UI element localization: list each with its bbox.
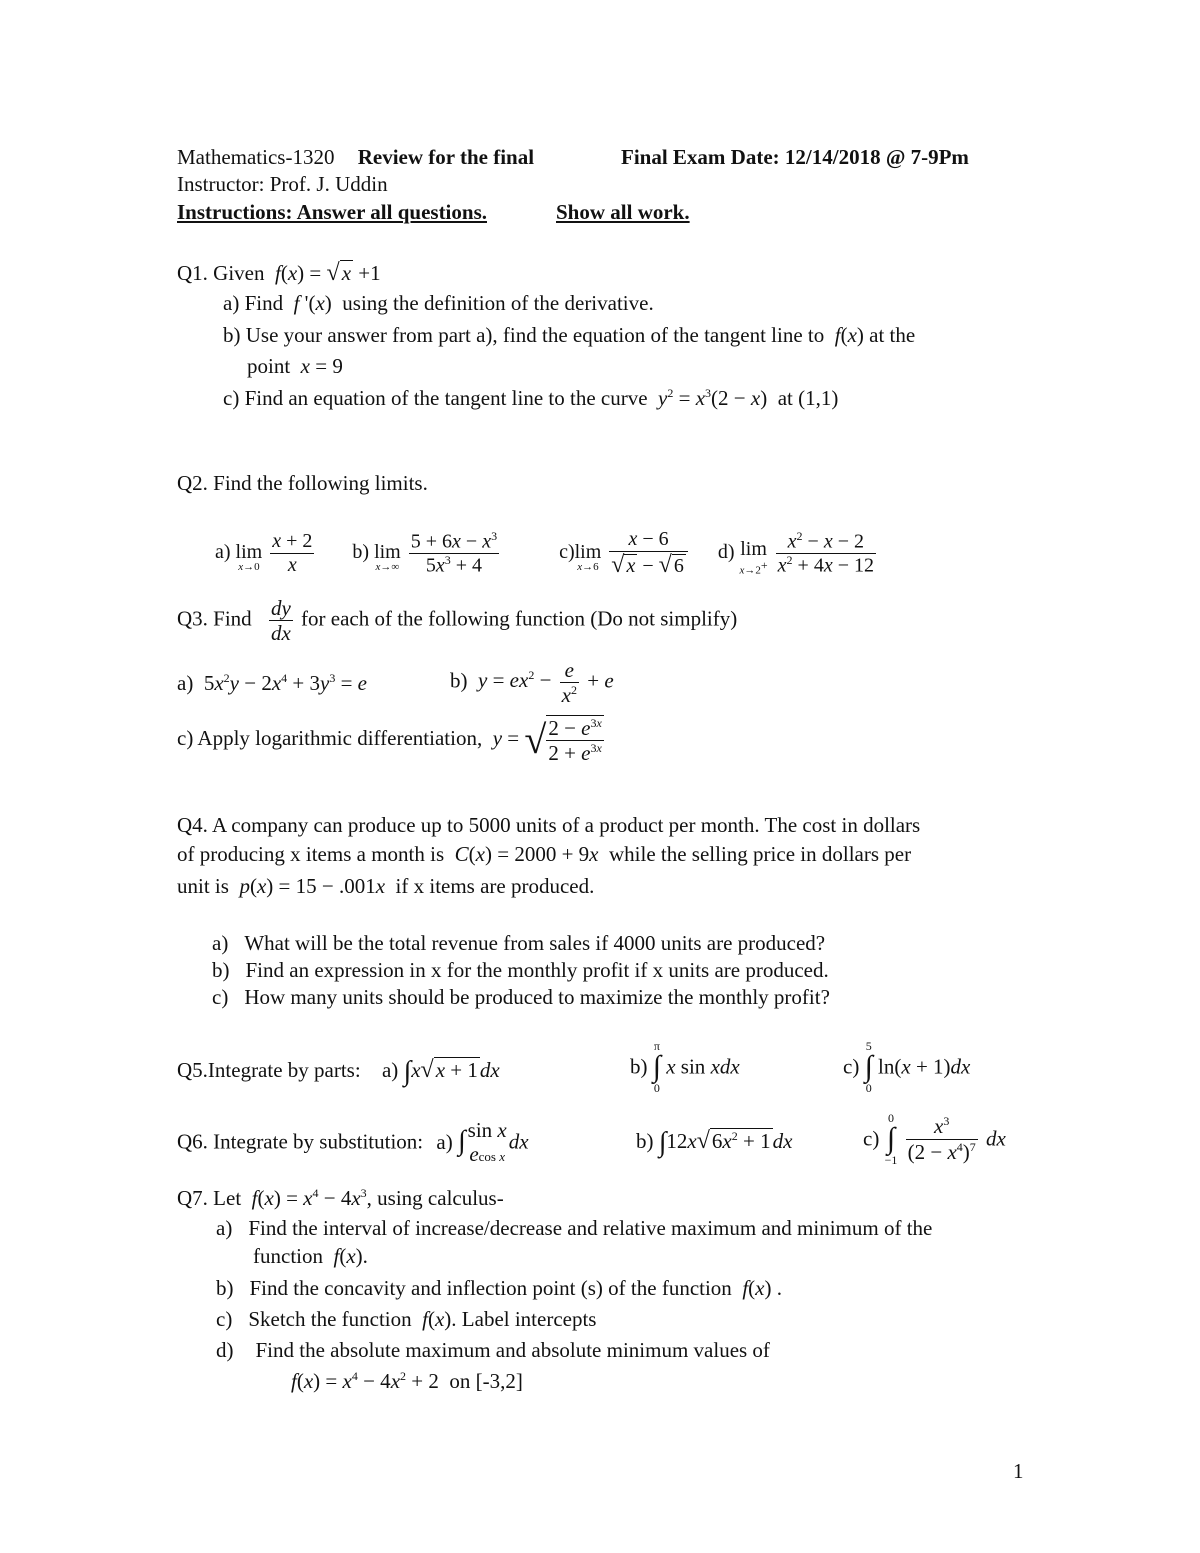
q7-part-d: d) Find the absolute maximum and absolute minimum values of [216,1338,770,1362]
q4-line2: of producing x items a month is C(x) = 2000 + 9x while the selling price in dollars per [177,842,912,866]
q5-part-b: b) π ∫ 0 x sin xdx [630,1039,740,1095]
q3-part-b: b) $y = ex^2$ − $\frac{e}{x^2}$ + e [450,658,614,708]
show-work: Show all work. [556,200,690,224]
q1-part-b: b) Use your answer from part a), find the equation of the tangent line to f(x) at the [223,323,916,347]
q1-heading: Q1. Given f(x) = √x +1 [177,260,381,286]
q3-part-a: a) $5x^2y - 2x^4 + 3y^3 = e$ [177,671,367,695]
exam-date: Final Exam Date: 12/14/2018 @ 7-9Pm [621,145,969,169]
instructions: Instructions: Answer all questions. [177,200,487,224]
q3-part-c: c) Apply logarithmic differentiation, y = √ $\frac{2 - e^{3x}}{2 + e^{3x}}$ [177,716,602,766]
q2-heading: Q2. Find the following limits. [177,471,428,495]
q3-heading: Q3. Find $\frac{dy}{dx}$ for each of the following function (Do not simplify) [177,596,738,646]
q6-part-b: b) $\int 12x√6x^2 + 1dx$ [636,1127,793,1158]
q4-line1: Q4. A company can produce up to 5000 units of a product per month. The cost in dollars [177,813,921,837]
q7-heading: Q7. Let $f(x) = x^4 - 4x^3$, using calculus- [177,1186,504,1210]
q1-part-c: c) Find an equation of the tangent line to the curve $y^2 = x^3(2 - x)$ at (1,1) [223,386,839,410]
q7-part-c: c) Sketch the function f(x). Label intercepts [216,1307,597,1331]
q4-item-b: b) Find an expression in x for the monthly profit if x units are produced. [212,958,829,982]
course-code: Mathematics-1320 [177,145,335,169]
q2-b: b) lim x→∞ $\frac{5 + 6x - x^3}{5x^3 + 4}$ [352,528,498,577]
q6-heading: Q6. Integrate by substitution: a) ∫ sin x ecos x dx [177,1118,529,1167]
q7-part-d-function: $f(x) = x^4 - 4x^2 + 2$ on [-3,2] [291,1369,523,1393]
q2-d: d) lim x→2+ $\frac{x^2 - x - 2}{x^2 + 4x - 12}$ [717,528,874,577]
q7-part-b: b) Find the concavity and inflection point (s) of the function f(x) . [216,1276,782,1300]
q7-part-a: a) Find the interval of increase/decrease and relative maximum and minimum of the [216,1216,933,1240]
q4-item-c: c) How many units should be produced to maximize the monthly profit? [212,985,830,1009]
q5-heading: Q5.Integrate by parts: a) ∫x√x + 1dx [177,1056,500,1087]
q2-c: c) lim x→6 $\frac{x - 6}{√ x - √ 6}$ [559,541,696,563]
q4-item-a: a) What will be the total revenue from sales if 4000 units are produced? [212,931,826,955]
q2-a: a) lim x→0 $\frac{x + 2}{x}$ [215,530,313,577]
course-title [177,146,534,169]
q4-line3: unit is p(x) = 15 − .001x if x items are produced. [177,874,595,898]
review-title: Review for the final [357,145,535,169]
q2-limits [215,528,879,580]
instructor: Instructor: Prof. J. Uddin [177,172,388,196]
q1-function: f(x) = √x +1 [275,260,381,286]
q7-part-a-line2: function f(x). [253,1244,368,1268]
q1-part-a: a) Find f '(x) using the definition of the derivative. [223,291,654,315]
q1-part-b-line2: point x = 9 [247,354,343,378]
q5-part-c: c) 5 ∫ 0 ln(x + 1)dx [843,1039,971,1095]
q6-part-c: c) 0 ∫ −1 $\frac{x^3}{(2 - x^4)^7}$ dx [863,1111,1006,1167]
page-number: 1 [1013,1459,1024,1483]
